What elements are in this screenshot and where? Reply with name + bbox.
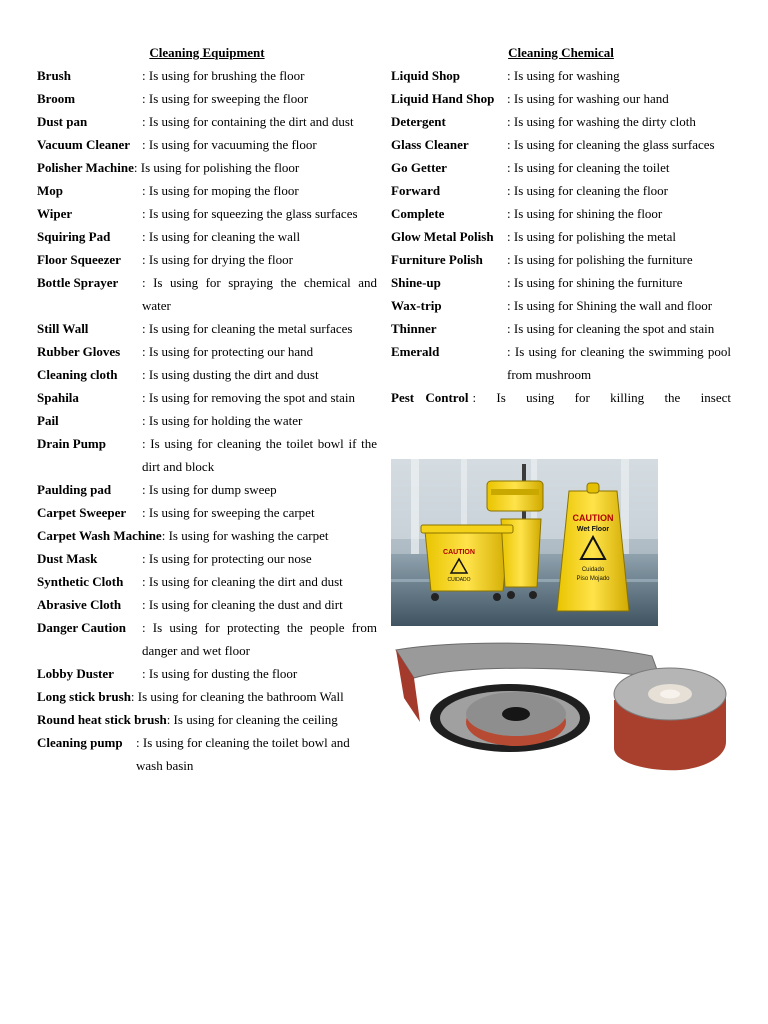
list-item xyxy=(391,340,731,386)
list-item xyxy=(37,202,377,225)
term: Wiper xyxy=(37,206,73,221)
list-item xyxy=(37,386,377,409)
list-item xyxy=(37,271,377,317)
definition: : Is using for cleaning the dust and dirt xyxy=(142,597,343,612)
list-item xyxy=(391,294,731,317)
definition: : Is using for moping the floor xyxy=(142,183,299,198)
list-item xyxy=(37,524,377,547)
list-item xyxy=(37,179,377,202)
definition: : Is using for cleaning the toilet xyxy=(507,160,670,175)
list-item xyxy=(391,202,731,225)
term: Complete xyxy=(391,206,445,221)
definition: : Is using for dump sweep xyxy=(142,482,277,497)
term: Dust Mask xyxy=(37,551,98,566)
term: Shine-up xyxy=(391,275,441,290)
term: Cleaning cloth xyxy=(37,367,118,382)
chemical-column xyxy=(391,41,731,409)
term: Pail xyxy=(37,413,59,428)
term: Vacuum Cleaner xyxy=(37,137,131,152)
list-item xyxy=(37,616,377,662)
list-item xyxy=(37,731,377,777)
definition: : Is using for shining the floor xyxy=(507,206,663,221)
list-item xyxy=(391,386,731,409)
list-item xyxy=(37,593,377,616)
definition: : Is using for Shining the wall and floor xyxy=(507,298,713,313)
sign-piso-label: Piso Mojado xyxy=(576,576,610,582)
bucket-cuidado-label: CUIDADO xyxy=(447,577,471,583)
term: Pest Control xyxy=(391,390,469,405)
term: Round heat stick brush xyxy=(37,712,167,727)
term: Glow Metal Polish xyxy=(391,229,494,244)
term: Dust pan xyxy=(37,114,88,129)
term: Wax-trip xyxy=(391,298,442,313)
list-item xyxy=(391,156,731,179)
term: Forward xyxy=(391,183,441,198)
chemical-heading: Cleaning Chemical xyxy=(508,45,614,60)
term: Synthetic Cloth xyxy=(37,574,124,589)
definition: : Is using for protecting the people from danger and wet floor xyxy=(142,620,377,658)
term: Glass Cleaner xyxy=(391,137,469,152)
term: Mop xyxy=(37,183,63,198)
list-item xyxy=(391,248,731,271)
definition: : Is using for containing the dirt and dust xyxy=(142,114,354,129)
term: Emerald xyxy=(391,344,440,359)
term: Liquid Shop xyxy=(391,68,461,83)
abrasive-cloth-rolls-image xyxy=(392,638,732,773)
definition: : Is using for washing the carpet xyxy=(161,528,329,543)
definition: : Is using for polishing the metal xyxy=(507,229,676,244)
abrasive-rolls-illustration xyxy=(392,638,732,773)
term: Brush xyxy=(37,68,71,83)
term: Thinner xyxy=(391,321,437,336)
definition: : Is using for vacuuming the floor xyxy=(142,137,317,152)
list-item xyxy=(391,64,731,87)
list-item xyxy=(37,64,377,87)
list-item xyxy=(391,179,731,202)
equipment-column xyxy=(37,41,377,777)
term: Broom xyxy=(37,91,76,106)
term: Carpet Sweeper xyxy=(37,505,127,520)
definition: : Is using for cleaning the wall xyxy=(142,229,301,244)
term: Spahila xyxy=(37,390,79,405)
definition: : Is using for cleaning the ceiling xyxy=(166,712,338,727)
list-item xyxy=(37,478,377,501)
wet-floor-photo xyxy=(391,459,658,626)
definition: : Is using for washing xyxy=(507,68,620,83)
list-item xyxy=(391,271,731,294)
list-item xyxy=(37,570,377,593)
list-item xyxy=(391,87,731,110)
definition: : Is using for washing our hand xyxy=(507,91,669,106)
wet-floor-illustration xyxy=(391,459,658,626)
term: Long stick brush xyxy=(37,689,131,704)
definition: : Is using dusting the dirt and dust xyxy=(142,367,319,382)
term: Squiring Pad xyxy=(37,229,111,244)
term: Drain Pump xyxy=(37,436,106,451)
definition: : Is using for cleaning the bathroom Wall xyxy=(130,689,344,704)
definition: : Is using for drying the floor xyxy=(142,252,293,267)
sign-caution-label: CAUTION xyxy=(572,513,614,523)
term: Lobby Duster xyxy=(37,666,114,681)
definition: : Is using for brushing the floor xyxy=(142,68,305,83)
list-item xyxy=(37,363,377,386)
list-item xyxy=(37,662,377,685)
list-item xyxy=(37,110,377,133)
list-item xyxy=(37,685,377,708)
definition: : Is using for washing the dirty cloth xyxy=(507,114,696,129)
definition: : Is using for polishing the floor xyxy=(133,160,300,175)
definition: : Is using for cleaning the floor xyxy=(507,183,669,198)
definition: : Is using for removing the spot and stain xyxy=(142,390,356,405)
list-item xyxy=(37,501,377,524)
list-item xyxy=(37,317,377,340)
term: Detergent xyxy=(391,114,446,129)
definition: : Is using for sweeping the floor xyxy=(142,91,309,106)
definition: : Is using for cleaning the spot and stain xyxy=(507,321,715,336)
definition: : Is using for holding the water xyxy=(142,413,303,428)
definition: : Is using for cleaning the metal surfaces xyxy=(142,321,353,336)
list-item xyxy=(37,156,377,179)
term: Danger Caution xyxy=(37,620,126,635)
definition: : Is using for protecting our hand xyxy=(142,344,314,359)
term: Floor Squeezer xyxy=(37,252,121,267)
list-item xyxy=(37,708,377,731)
term: Cleaning pump xyxy=(37,735,123,750)
definition: : Is using for cleaning the dirt and dust xyxy=(142,574,343,589)
term: Liquid Hand Shop xyxy=(391,91,495,106)
list-item xyxy=(37,225,377,248)
list-item xyxy=(391,110,731,133)
term: Still Wall xyxy=(37,321,89,336)
list-item xyxy=(391,317,731,340)
list-item xyxy=(37,547,377,570)
definition: : Is using for spraying the chemical and water xyxy=(142,275,377,313)
definition: : Is using for shining the furniture xyxy=(507,275,683,290)
term: Carpet Wash Machine xyxy=(37,528,162,543)
list-item xyxy=(37,87,377,110)
term: Furniture Polish xyxy=(391,252,483,267)
term: Abrasive Cloth xyxy=(37,597,122,612)
list-item xyxy=(391,225,731,248)
definition: : Is using for cleaning the toilet bowl if the dirt and block xyxy=(142,436,377,474)
bucket-caution-label: CAUTION xyxy=(443,549,475,556)
term: Bottle Sprayer xyxy=(37,275,119,290)
list-item xyxy=(37,133,377,156)
definition: : Is using for dusting the floor xyxy=(142,666,298,681)
list-item xyxy=(37,409,377,432)
list-item xyxy=(391,133,731,156)
definition: : Is using for killing the insect xyxy=(472,390,731,405)
definition: : Is using for cleaning the glass surfaces xyxy=(507,137,715,152)
definition: : Is using for protecting our nose xyxy=(142,551,312,566)
term: Paulding pad xyxy=(37,482,112,497)
term: Go Getter xyxy=(391,160,447,175)
term: Rubber Gloves xyxy=(37,344,121,359)
equipment-heading: Cleaning Equipment xyxy=(149,45,265,60)
definition: : Is using for polishing the furniture xyxy=(507,252,693,267)
definition: : Is using for squeezing the glass surfaces xyxy=(142,206,358,221)
list-item xyxy=(37,340,377,363)
definition: : Is using for sweeping the carpet xyxy=(142,505,315,520)
sign-wet-floor-label: Wet Floor xyxy=(576,526,610,533)
term: Polisher Machine xyxy=(37,160,134,175)
list-item xyxy=(37,432,377,478)
sign-cuidado-label: Cuidado xyxy=(581,567,605,573)
list-item xyxy=(37,248,377,271)
definition: : Is using for cleaning the swimming pool from mushroom xyxy=(507,344,731,382)
definition: : Is using for cleaning the toilet bowl and wash basin xyxy=(136,735,350,773)
